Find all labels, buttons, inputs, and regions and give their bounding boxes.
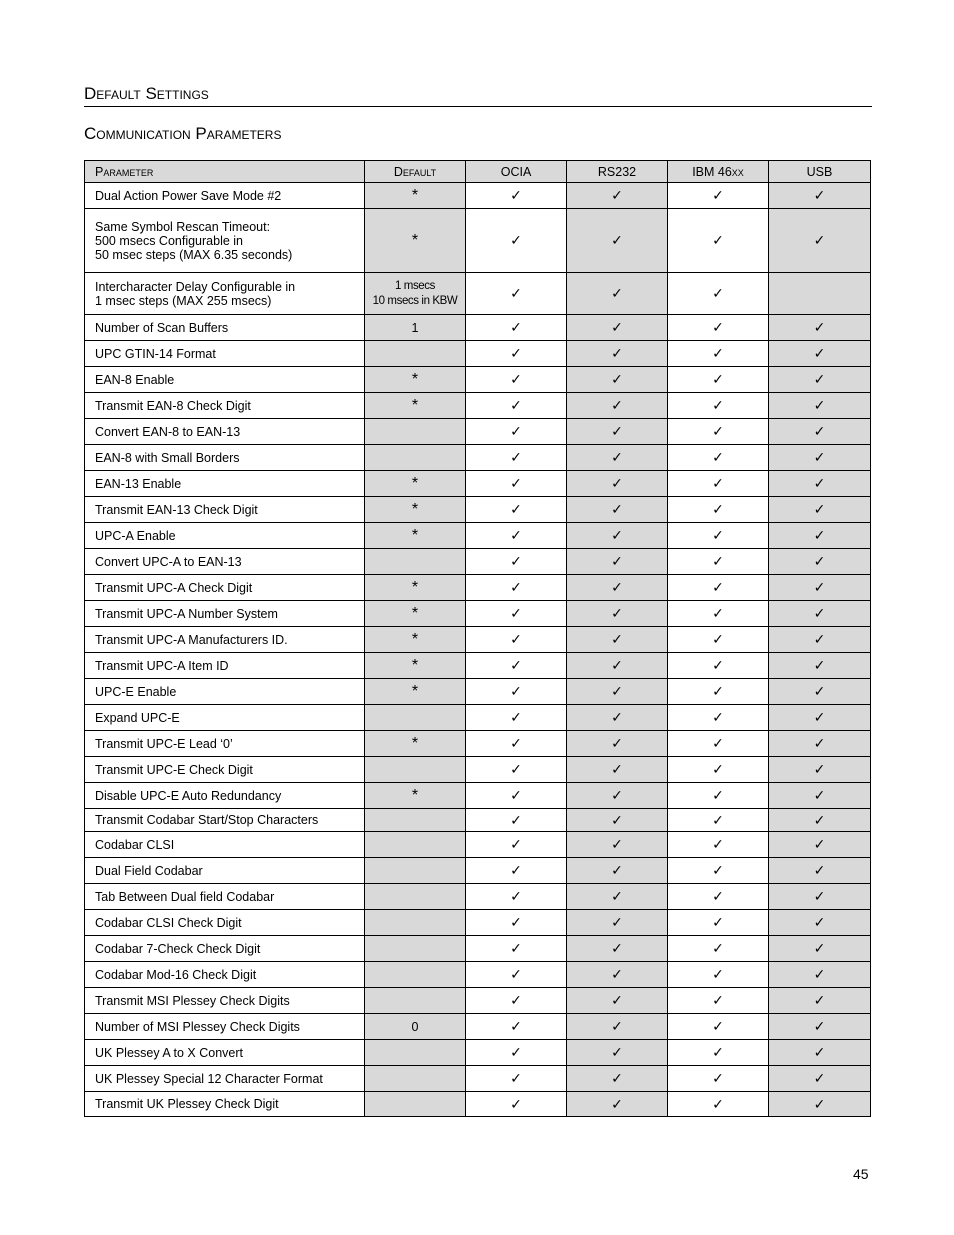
ibm46xx-check-cell: ✓: [668, 757, 769, 783]
column-header-default: Default: [365, 161, 466, 183]
default-cell: *: [365, 679, 466, 705]
parameter-cell: EAN-8 with Small Borders: [85, 445, 365, 471]
ibm46xx-check-cell: ✓: [668, 936, 769, 962]
table-header-row: [85, 161, 871, 183]
column-header-parameter: Parameter: [85, 161, 365, 183]
ocia-check-cell: ✓: [466, 1092, 567, 1117]
rs232-check-cell: ✓: [567, 962, 668, 988]
table-row: [85, 273, 871, 315]
usb-check-cell: ✓: [769, 1014, 871, 1040]
page-number: 45: [853, 1166, 869, 1182]
rs232-check-cell: ✓: [567, 367, 668, 393]
ibm46xx-check-cell: ✓: [668, 962, 769, 988]
usb-check-cell: ✓: [769, 679, 871, 705]
rs232-check-cell: ✓: [567, 757, 668, 783]
parameter-cell: Transmit UPC-E Lead ‘0’: [85, 731, 365, 757]
table-row: [85, 315, 871, 341]
ocia-check-cell: ✓: [466, 1014, 567, 1040]
default-cell: [365, 1066, 466, 1092]
ibm46xx-check-cell: ✓: [668, 832, 769, 858]
table-row: [85, 936, 871, 962]
table-row: [85, 884, 871, 910]
table-row: [85, 575, 871, 601]
usb-check-cell: ✓: [769, 962, 871, 988]
ibm46xx-check-cell: ✓: [668, 209, 769, 273]
table-body: [85, 183, 871, 1117]
table-row: [85, 471, 871, 497]
default-cell: *: [365, 183, 466, 209]
ocia-check-cell: ✓: [466, 809, 567, 832]
parameter-cell: UPC-A Enable: [85, 523, 365, 549]
ocia-check-cell: ✓: [466, 705, 567, 731]
table-row: [85, 1092, 871, 1117]
ocia-check-cell: ✓: [466, 757, 567, 783]
usb-check-cell: ✓: [769, 809, 871, 832]
ocia-check-cell: ✓: [466, 471, 567, 497]
table-row: [85, 757, 871, 783]
usb-check-cell: ✓: [769, 653, 871, 679]
table-row: [85, 419, 871, 445]
usb-check-cell: ✓: [769, 183, 871, 209]
ocia-check-cell: ✓: [466, 962, 567, 988]
ocia-check-cell: ✓: [466, 627, 567, 653]
usb-check-cell: ✓: [769, 1066, 871, 1092]
communication-parameters-table: [84, 160, 871, 1117]
usb-check-cell: ✓: [769, 445, 871, 471]
default-cell: *: [365, 209, 466, 273]
ibm46xx-check-cell: ✓: [668, 858, 769, 884]
parameter-cell: Transmit UPC-A Number System: [85, 601, 365, 627]
default-cell: [365, 419, 466, 445]
table-row: [85, 858, 871, 884]
usb-check-cell: ✓: [769, 601, 871, 627]
default-cell: [365, 910, 466, 936]
ocia-check-cell: ✓: [466, 858, 567, 884]
table-row: [85, 962, 871, 988]
default-cell: *: [365, 523, 466, 549]
ibm46xx-check-cell: ✓: [668, 1040, 769, 1066]
rs232-check-cell: ✓: [567, 988, 668, 1014]
default-cell: [365, 962, 466, 988]
default-cell: 0: [365, 1014, 466, 1040]
table-row: [85, 523, 871, 549]
ibm46xx-check-cell: ✓: [668, 273, 769, 315]
usb-check-cell: ✓: [769, 315, 871, 341]
table-row: [85, 731, 871, 757]
parameter-cell: Number of MSI Plessey Check Digits: [85, 1014, 365, 1040]
column-header-ocia: OCIA: [466, 161, 567, 183]
subsection-title: Communication Parameters: [84, 124, 282, 143]
ibm46xx-check-cell: ✓: [668, 809, 769, 832]
rs232-check-cell: ✓: [567, 419, 668, 445]
parameter-cell: UK Plessey A to X Convert: [85, 1040, 365, 1066]
ibm46xx-check-cell: ✓: [668, 679, 769, 705]
ibm46xx-check-cell: ✓: [668, 367, 769, 393]
ocia-check-cell: ✓: [466, 367, 567, 393]
usb-check-cell: ✓: [769, 549, 871, 575]
rs232-check-cell: ✓: [567, 393, 668, 419]
rs232-check-cell: ✓: [567, 653, 668, 679]
table-row: [85, 1066, 871, 1092]
ocia-check-cell: ✓: [466, 209, 567, 273]
ibm46xx-check-cell: ✓: [668, 549, 769, 575]
ocia-check-cell: ✓: [466, 445, 567, 471]
usb-check-cell: ✓: [769, 988, 871, 1014]
section-title: Default Settings: [84, 84, 872, 107]
default-cell: 1: [365, 315, 466, 341]
table-row: [85, 549, 871, 575]
table-row: [85, 1014, 871, 1040]
ocia-check-cell: ✓: [466, 549, 567, 575]
usb-check-cell: ✓: [769, 783, 871, 809]
usb-check-cell: ✓: [769, 209, 871, 273]
parameter-cell: Transmit UPC-A Check Digit: [85, 575, 365, 601]
table-row: [85, 988, 871, 1014]
default-cell: 1 msecs 10 msecs in KBW: [365, 273, 466, 315]
parameter-cell: UK Plessey Special 12 Character Format: [85, 1066, 365, 1092]
ocia-check-cell: ✓: [466, 653, 567, 679]
rs232-check-cell: ✓: [567, 471, 668, 497]
table-row: [85, 809, 871, 832]
rs232-check-cell: ✓: [567, 315, 668, 341]
rs232-check-cell: ✓: [567, 910, 668, 936]
parameter-cell: Codabar CLSI: [85, 832, 365, 858]
rs232-check-cell: ✓: [567, 858, 668, 884]
ibm46xx-check-cell: ✓: [668, 1066, 769, 1092]
ocia-check-cell: ✓: [466, 315, 567, 341]
usb-check-cell: ✓: [769, 910, 871, 936]
default-cell: [365, 1092, 466, 1117]
usb-check-cell: ✓: [769, 393, 871, 419]
parameter-cell: EAN-13 Enable: [85, 471, 365, 497]
default-cell: [365, 988, 466, 1014]
parameter-cell: Convert UPC-A to EAN-13: [85, 549, 365, 575]
default-cell: *: [365, 627, 466, 653]
ocia-check-cell: ✓: [466, 341, 567, 367]
parameter-cell: Convert EAN-8 to EAN-13: [85, 419, 365, 445]
rs232-check-cell: ✓: [567, 183, 668, 209]
table-row: [85, 183, 871, 209]
ibm46xx-check-cell: ✓: [668, 627, 769, 653]
default-cell: [365, 757, 466, 783]
parameter-cell: Transmit UPC-E Check Digit: [85, 757, 365, 783]
default-cell: [365, 341, 466, 367]
table-row: [85, 705, 871, 731]
rs232-check-cell: ✓: [567, 705, 668, 731]
table-row: [85, 497, 871, 523]
ocia-check-cell: ✓: [466, 497, 567, 523]
default-cell: [365, 705, 466, 731]
rs232-check-cell: ✓: [567, 523, 668, 549]
ibm46xx-check-cell: ✓: [668, 183, 769, 209]
usb-check-cell: ✓: [769, 341, 871, 367]
parameter-cell: Number of Scan Buffers: [85, 315, 365, 341]
rs232-check-cell: ✓: [567, 1040, 668, 1066]
ocia-check-cell: ✓: [466, 910, 567, 936]
usb-check-cell: ✓: [769, 497, 871, 523]
default-cell: [365, 445, 466, 471]
default-cell: *: [365, 367, 466, 393]
rs232-check-cell: ✓: [567, 809, 668, 832]
usb-check-cell: ✓: [769, 1092, 871, 1117]
default-cell: *: [365, 601, 466, 627]
ocia-check-cell: ✓: [466, 183, 567, 209]
rs232-check-cell: ✓: [567, 341, 668, 367]
table-row: [85, 601, 871, 627]
ibm46xx-check-cell: ✓: [668, 910, 769, 936]
column-header-ibm46xx: IBM 46xx: [668, 161, 769, 183]
default-cell: [365, 809, 466, 832]
default-cell: *: [365, 393, 466, 419]
parameter-cell: Same Symbol Rescan Timeout: 500 msecs Configurable in 50 msec steps (MAX 6.35 seconds): [85, 209, 365, 273]
parameter-cell: Transmit EAN-8 Check Digit: [85, 393, 365, 419]
ocia-check-cell: ✓: [466, 783, 567, 809]
ibm46xx-check-cell: ✓: [668, 471, 769, 497]
parameter-cell: Dual Field Codabar: [85, 858, 365, 884]
ocia-check-cell: ✓: [466, 273, 567, 315]
ibm46xx-check-cell: ✓: [668, 601, 769, 627]
usb-check-cell: ✓: [769, 575, 871, 601]
usb-check-cell: ✓: [769, 523, 871, 549]
rs232-check-cell: ✓: [567, 549, 668, 575]
usb-check-cell: ✓: [769, 936, 871, 962]
rs232-check-cell: ✓: [567, 783, 668, 809]
parameter-cell: Disable UPC-E Auto Redundancy: [85, 783, 365, 809]
ibm46xx-check-cell: ✓: [668, 653, 769, 679]
ocia-check-cell: ✓: [466, 731, 567, 757]
rs232-check-cell: ✓: [567, 273, 668, 315]
ibm46xx-check-cell: ✓: [668, 315, 769, 341]
ocia-check-cell: ✓: [466, 988, 567, 1014]
ocia-check-cell: ✓: [466, 1040, 567, 1066]
ocia-check-cell: ✓: [466, 936, 567, 962]
usb-check-cell: ✓: [769, 858, 871, 884]
parameter-cell: UPC-E Enable: [85, 679, 365, 705]
ibm46xx-check-cell: ✓: [668, 523, 769, 549]
column-header-usb: USB: [769, 161, 871, 183]
table-row: [85, 393, 871, 419]
default-cell: [365, 1040, 466, 1066]
parameter-cell: Codabar 7-Check Check Digit: [85, 936, 365, 962]
rs232-check-cell: ✓: [567, 832, 668, 858]
rs232-check-cell: ✓: [567, 497, 668, 523]
ocia-check-cell: ✓: [466, 575, 567, 601]
rs232-check-cell: ✓: [567, 601, 668, 627]
rs232-check-cell: ✓: [567, 627, 668, 653]
ibm46xx-check-cell: ✓: [668, 884, 769, 910]
rs232-check-cell: ✓: [567, 679, 668, 705]
parameter-cell: EAN-8 Enable: [85, 367, 365, 393]
ibm46xx-check-cell: ✓: [668, 419, 769, 445]
ibm46xx-check-cell: ✓: [668, 445, 769, 471]
parameter-cell: Expand UPC-E: [85, 705, 365, 731]
parameter-cell: Transmit UPC-A Item ID: [85, 653, 365, 679]
table-row: [85, 367, 871, 393]
usb-check-cell: ✓: [769, 884, 871, 910]
table-row: [85, 627, 871, 653]
table-row: [85, 832, 871, 858]
ibm46xx-check-cell: ✓: [668, 988, 769, 1014]
rs232-check-cell: ✓: [567, 936, 668, 962]
ibm46xx-check-cell: ✓: [668, 1092, 769, 1117]
usb-check-cell: ✓: [769, 627, 871, 653]
table-row: [85, 653, 871, 679]
usb-check-cell: ✓: [769, 757, 871, 783]
ocia-check-cell: ✓: [466, 1066, 567, 1092]
table-row: [85, 910, 871, 936]
table-row: [85, 679, 871, 705]
default-cell: *: [365, 497, 466, 523]
usb-check-cell: ✓: [769, 419, 871, 445]
rs232-check-cell: ✓: [567, 445, 668, 471]
parameter-cell: Codabar Mod-16 Check Digit: [85, 962, 365, 988]
usb-check-cell: ✓: [769, 731, 871, 757]
ibm46xx-check-cell: ✓: [668, 783, 769, 809]
default-cell: [365, 832, 466, 858]
parameter-cell: Codabar CLSI Check Digit: [85, 910, 365, 936]
usb-check-cell: ✓: [769, 832, 871, 858]
rs232-check-cell: ✓: [567, 209, 668, 273]
parameter-cell: UPC GTIN-14 Format: [85, 341, 365, 367]
parameter-cell: Transmit UPC-A Manufacturers ID.: [85, 627, 365, 653]
rs232-check-cell: ✓: [567, 1014, 668, 1040]
parameter-cell: Intercharacter Delay Configurable in 1 msec steps (MAX 255 msecs): [85, 273, 365, 315]
rs232-check-cell: ✓: [567, 884, 668, 910]
rs232-check-cell: ✓: [567, 1092, 668, 1117]
default-cell: [365, 884, 466, 910]
table-row: [85, 445, 871, 471]
ocia-check-cell: ✓: [466, 601, 567, 627]
column-header-rs232: RS232: [567, 161, 668, 183]
parameter-cell: Transmit UK Plessey Check Digit: [85, 1092, 365, 1117]
ocia-check-cell: ✓: [466, 523, 567, 549]
table-row: [85, 341, 871, 367]
rs232-check-cell: ✓: [567, 1066, 668, 1092]
ibm46xx-check-cell: ✓: [668, 575, 769, 601]
default-cell: *: [365, 783, 466, 809]
parameter-cell: Tab Between Dual field Codabar: [85, 884, 365, 910]
usb-check-cell: ✓: [769, 471, 871, 497]
ocia-check-cell: ✓: [466, 393, 567, 419]
table-row: [85, 1040, 871, 1066]
usb-check-cell: [769, 273, 871, 315]
ocia-check-cell: ✓: [466, 679, 567, 705]
ocia-check-cell: ✓: [466, 832, 567, 858]
rs232-check-cell: ✓: [567, 731, 668, 757]
usb-check-cell: ✓: [769, 1040, 871, 1066]
usb-check-cell: ✓: [769, 705, 871, 731]
default-cell: *: [365, 731, 466, 757]
default-cell: *: [365, 471, 466, 497]
usb-check-cell: ✓: [769, 367, 871, 393]
ibm46xx-check-cell: ✓: [668, 1014, 769, 1040]
default-cell: *: [365, 653, 466, 679]
parameter-cell: Transmit EAN-13 Check Digit: [85, 497, 365, 523]
ibm46xx-check-cell: ✓: [668, 705, 769, 731]
parameter-cell: Dual Action Power Save Mode #2: [85, 183, 365, 209]
ocia-check-cell: ✓: [466, 884, 567, 910]
ibm46xx-check-cell: ✓: [668, 731, 769, 757]
default-cell: [365, 549, 466, 575]
default-cell: *: [365, 575, 466, 601]
ibm46xx-check-cell: ✓: [668, 497, 769, 523]
parameter-cell: Transmit MSI Plessey Check Digits: [85, 988, 365, 1014]
table-row: [85, 783, 871, 809]
ibm46xx-check-cell: ✓: [668, 341, 769, 367]
table-row: [85, 209, 871, 273]
ocia-check-cell: ✓: [466, 419, 567, 445]
ibm46xx-check-cell: ✓: [668, 393, 769, 419]
parameter-cell: Transmit Codabar Start/Stop Characters: [85, 809, 365, 832]
rs232-check-cell: ✓: [567, 575, 668, 601]
default-cell: [365, 936, 466, 962]
default-cell: [365, 858, 466, 884]
